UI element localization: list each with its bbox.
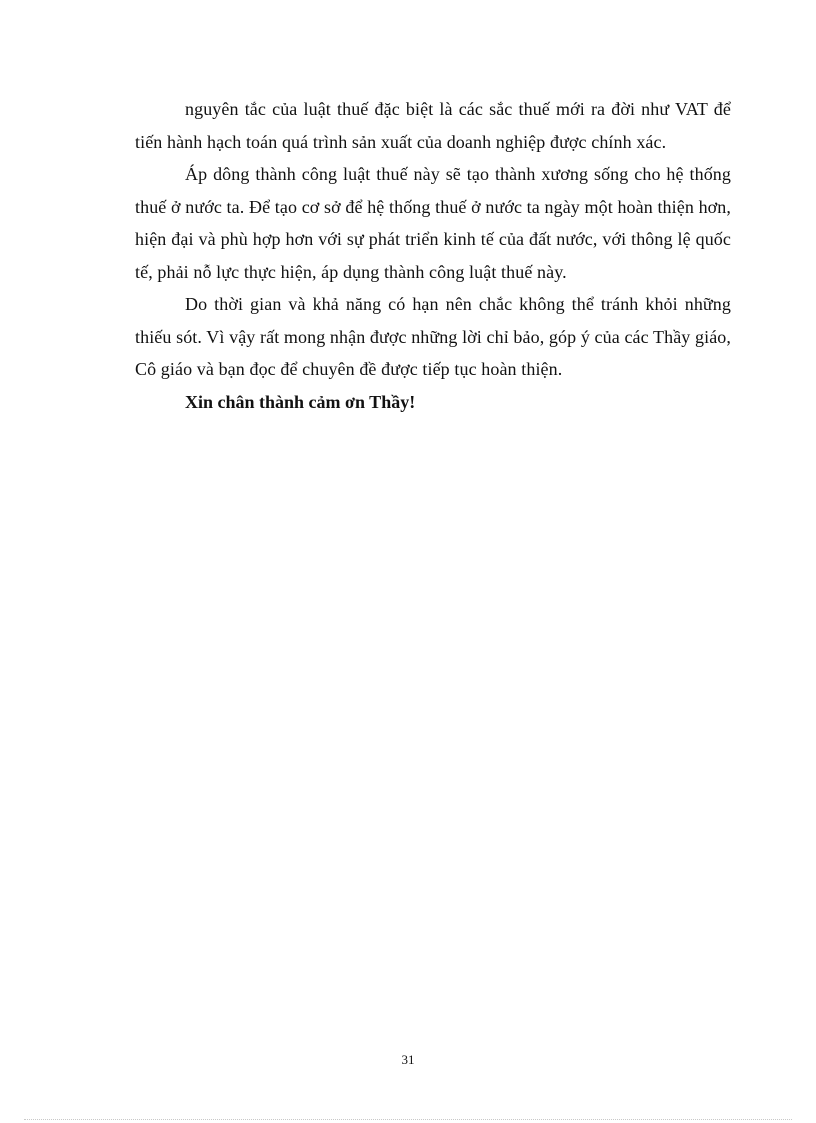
paragraph: nguyên tắc của luật thuế đặc biệt là các sắc thuế mới ra đời như VAT để tiến hành hạch toán quá trình sản xuất của doanh nghiệp được chính xác.: [135, 99, 731, 152]
page-bottom-divider: [24, 1119, 792, 1120]
closing-line: Xin chân thành cảm ơn Thầy!: [185, 391, 416, 412]
paragraph: Do thời gian và khả năng có hạn nên chắc không thể tránh khỏi những thiếu sót. Vì vậy rất mong nhận được những lời chỉ bảo, góp ý của các Thầy giáo, Cô giáo và bạn đọc để chuyên đề được tiếp tục hoàn thiện.: [135, 294, 731, 379]
paragraph: Áp dông thành công luật thuế này sẽ tạo thành xương sống cho hệ thống thuế ở nước ta. Để tạo cơ sở để hệ thống thuế ở nước ta ngày một hoàn thiện hơn, hiện đại và phù hợp hơn với sự phát triển kinh tế của đất nước, với thông lệ quốc tế, phải nỗ lực thực hiện, áp dụng thành công luật thuế này.: [135, 164, 731, 282]
page-number: 31: [401, 1052, 415, 1067]
page-body: [135, 93, 731, 418]
